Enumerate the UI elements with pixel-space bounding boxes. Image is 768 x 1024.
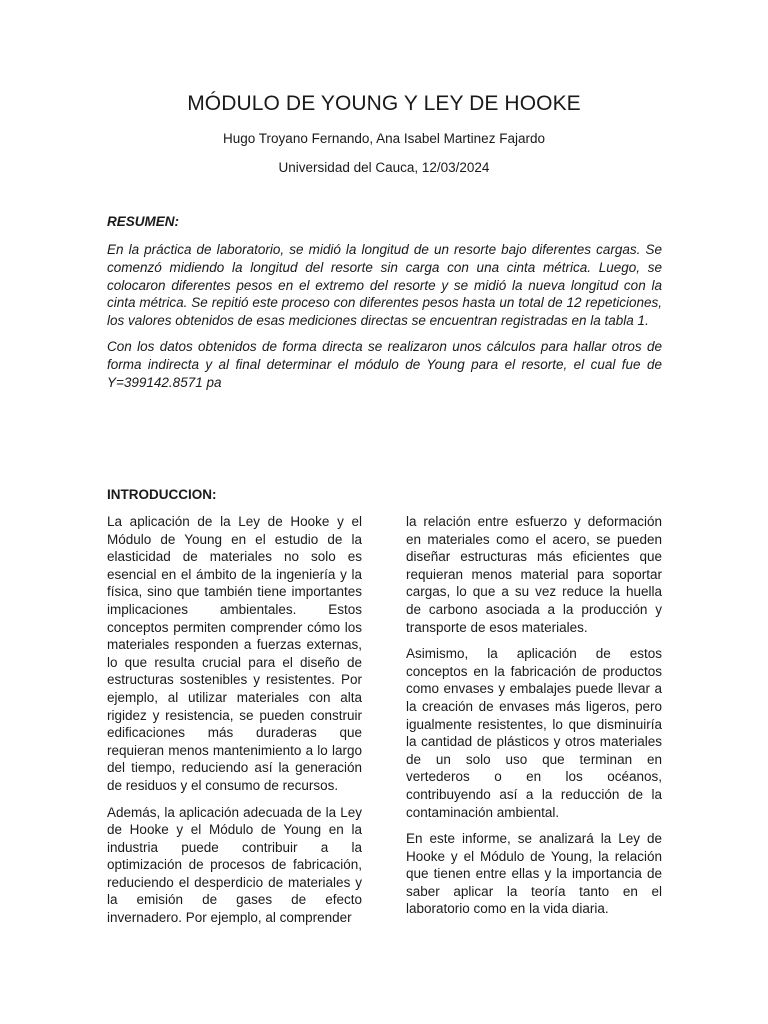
introduction-heading: INTRODUCCION: xyxy=(107,487,217,502)
introduction-paragraph: Asimismo, la aplicación de estos conceptos en la fabricación de productos como envases y embalajes puede llevar a la creación de envases más ligeros, pero igualmente resistentes, lo que disminuiría la cantidad de plásticos y otros materiales de un solo uso que terminan en vertederos o en los océanos, contribuyendo así a la reducción de la contaminación ambiental. xyxy=(406,646,662,820)
abstract-paragraph: En la práctica de laboratorio, se midió la longitud de un resorte bajo diferentes cargas. Se comenzó midiendo la longitud del resorte sin carga con una cinta métrica. Luego, se colocaron diferentes pesos en el extremo del resorte y se midió la nueva longitud con la cinta métrica. Se repitió este proceso con diferentes pesos hasta un total de 12 repeticiones, los valores obtenidos de esas mediciones directas se encuentran registradas en la tabla 1. xyxy=(107,242,662,329)
introduction-paragraph: la relación entre esfuerzo y deformación en materiales como el acero, se pueden diseñar estructuras más eficientes que requieran menos material para soportar cargas, lo que a su vez reduce la huella de carbono asociada a la producción y transporte de esos materiales. xyxy=(406,514,662,635)
abstract-heading: RESUMEN: xyxy=(107,214,180,229)
introduction-paragraph: Además, la aplicación adecuada de la Ley de Hooke y el Módulo de Young en la industria puede contribuir a la optimización de procesos de fabricación, reduciendo el desperdicio de materiales y la emisión de gases de efecto invernadero. Por ejemplo, al comprender xyxy=(107,804,362,926)
introduction-paragraph: La aplicación de la Ley de Hooke y el Módulo de Young en el estudio de la elasticidad de materiales no solo es esencial en el ámbito de la ingeniería y la física, sino que también tiene importantes implicaciones ambientales. Estos conceptos permiten comprender cómo los materiales responden a fuerzas externas, lo que resulta crucial para el diseño de estructuras sostenibles y resistentes. Por ejemplo, al utilizar materiales con alta rigidez y resistencia, se pueden construir edificaciones más duraderas que requieran menos mantenimiento a lo largo del tiempo, reduciendo así la generación de residuos y el consumo de recursos. xyxy=(107,514,362,793)
abstract-paragraph: Con los datos obtenidos de forma directa se realizaron unos cálculos para hallar otros de forma indirecta y al final determinar el módulo de Young para el resorte, el cual fue de Y=399142.8571 pa xyxy=(107,338,662,390)
introduction-paragraph: En este informe, se analizará la Ley de Hooke y el Módulo de Young, la relación que tienen entre ellas y la importancia de saber aplicar la teoría tanto en el laboratorio como en la vida diaria. xyxy=(406,831,662,917)
abstract-body xyxy=(107,241,662,399)
introduction-right-column xyxy=(406,513,662,927)
paper-title: MÓDULO DE YOUNG Y LEY DE HOOKE xyxy=(187,92,581,115)
paper-affiliation: Universidad del Cauca, 12/03/2024 xyxy=(278,160,490,175)
paper-authors: Hugo Troyano Fernando, Ana Isabel Martinez Fajardo xyxy=(223,131,545,146)
introduction-left-column xyxy=(107,513,362,936)
